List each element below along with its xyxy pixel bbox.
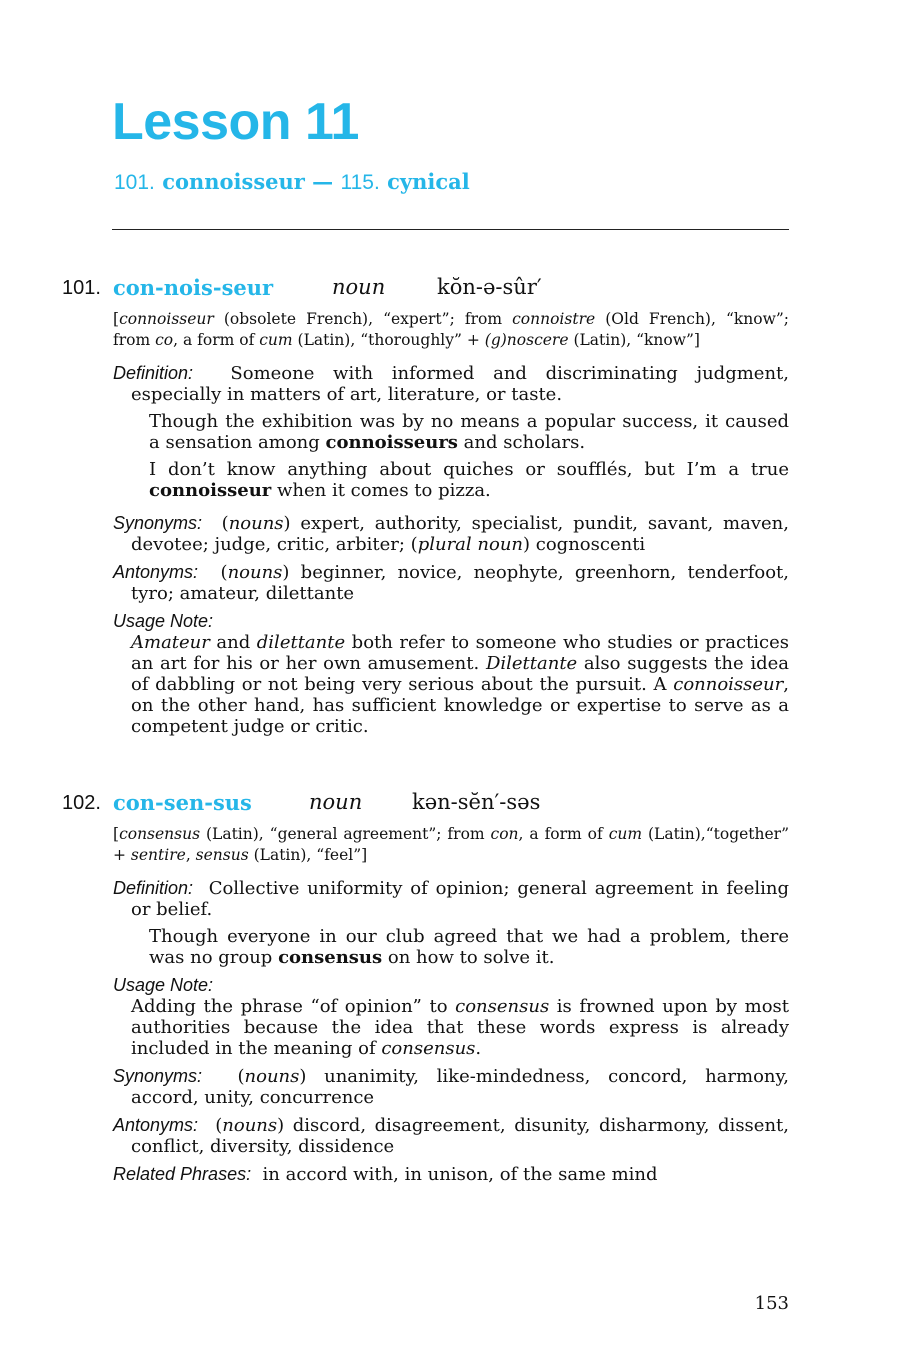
synonyms-label: Synonyms: <box>113 1066 203 1086</box>
definition <box>113 878 789 920</box>
range-end-word: cynical <box>387 169 470 194</box>
related-phrases-label: Related Phrases: <box>113 1164 252 1184</box>
example-sentence: I don’t know anything about quiches or soufflés, but I’m a true connoisseur when it comes to pizza. <box>149 459 789 501</box>
range-dash: — <box>312 169 334 194</box>
antonyms-label: Antonyms: <box>113 1115 199 1135</box>
headword: con-nois-seur <box>113 275 274 300</box>
entry-number: 102. <box>62 792 101 814</box>
usage-note <box>113 611 789 632</box>
entry-102 <box>62 790 789 1185</box>
related-phrases <box>113 1164 789 1185</box>
pronunciation: kən-sĕn′-səs <box>412 790 541 814</box>
usage-note <box>113 975 789 996</box>
usage-note-label: Usage Note: <box>113 975 214 995</box>
entry-number: 101. <box>62 277 101 299</box>
part-of-speech: noun <box>309 790 363 814</box>
antonyms-label: Antonyms: <box>113 562 199 582</box>
header-divider <box>112 229 789 230</box>
usage-note-label: Usage Note: <box>113 611 214 631</box>
page-number: 153 <box>754 1293 789 1314</box>
definition-label: Definition: <box>113 363 194 383</box>
range-start-number: 101. <box>114 171 155 194</box>
antonyms: Antonyms: (nouns) beginner, novice, neophyte, greenhorn, tenderfoot, tyro; amateur, dilettante <box>113 562 789 604</box>
example-sentence: Though the exhibition was by no means a popular success, it caused a sensation among connoisseurs and scholars. <box>149 411 789 453</box>
synonyms-label: Synonyms: <box>113 513 203 533</box>
definition-text: Someone with informed and discriminating judgment, especially in matters of art, literature, or taste. <box>131 363 789 405</box>
range-end-number: 115. <box>340 171 380 194</box>
entry-101 <box>62 275 789 737</box>
pronunciation: kŏn-ə-sûr′ <box>437 275 542 299</box>
range-start-word: connoisseur <box>162 169 305 194</box>
etymology: [connoisseur (obsolete French), “expert”; from connoistre (Old French), “know”; from co, a form of cum (Latin), “thoroughly” + (g)noscere (Latin), “know”] <box>113 310 790 349</box>
part-of-speech: noun <box>332 275 386 299</box>
etymology: [consensus (Latin), “general agreement”; from con, a form of cum (Latin),“together” + sentire, sensus (Latin), “feel”] <box>113 825 790 864</box>
definition-label: Definition: <box>113 878 194 898</box>
lesson-word-range <box>114 168 470 197</box>
entry-header <box>62 275 789 305</box>
example-sentence: Though everyone in our club agreed that we had a problem, there was no group consensus on how to solve it. <box>149 926 789 968</box>
definition-text: Collective uniformity of opinion; general agreement in feeling or belief. <box>131 878 789 920</box>
synonyms: Synonyms: (nouns) unanimity, like-mindedness, concord, harmony, accord, unity, concurrence <box>113 1066 789 1108</box>
lesson-title: Lesson 11 <box>112 93 359 151</box>
headword: con-sen-sus <box>113 790 252 815</box>
definition <box>113 363 789 405</box>
entry-header <box>62 790 789 820</box>
synonyms: Synonyms: (nouns) expert, authority, specialist, pundit, savant, maven, devotee; judge, critic, arbiter; (plural noun) cognoscenti <box>113 513 789 555</box>
entry-body <box>113 363 789 737</box>
usage-note-text: Adding the phrase “of opinion” to consensus is frowned upon by most authorities because the idea that these words express is already included in the meaning of consensus. <box>131 996 789 1059</box>
related-phrases-text: in accord with, in unison, of the same mind <box>262 1164 658 1185</box>
antonyms: Antonyms: (nouns) discord, disagreement, disunity, disharmony, dissent, conflict, diversity, dissidence <box>113 1115 789 1157</box>
usage-note-text: Amateur and dilettante both refer to someone who studies or practices an art for his or her own amusement. Dilettante also suggests the idea of dabbling or not being very serious about the pursuit. A connoisseur, on the other hand, has sufficient knowledge or expertise to serve as a competent judge or critic. <box>131 632 789 737</box>
entry-body <box>113 878 789 1185</box>
